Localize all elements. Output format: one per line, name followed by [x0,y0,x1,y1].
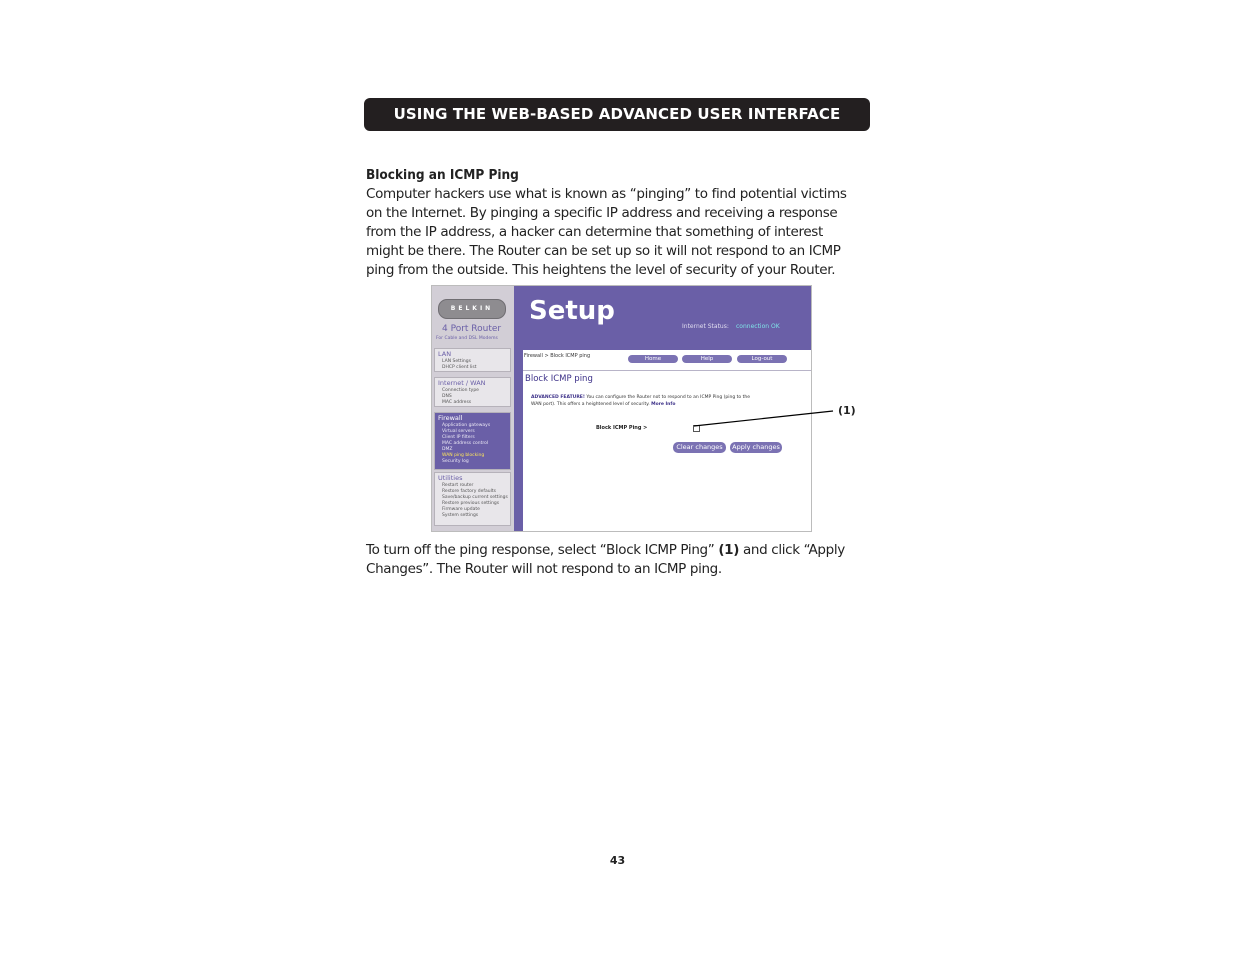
menu-item[interactable]: Restore previous settings [442,501,500,506]
menu-item[interactable]: Client IP filters [442,435,475,440]
menu-item[interactable]: Application gateways [442,423,491,428]
product-name: 4 Port Router [442,324,502,334]
apply-changes-button[interactable]: Apply changes [730,442,782,453]
menu-item[interactable]: DMZ [442,447,453,452]
menu-item[interactable]: MAC address [442,400,472,405]
clear-changes-button[interactable]: Clear changes [673,442,726,453]
setup-title: Setup [529,296,615,326]
menu-head-internet-wan[interactable]: Internet / WAN [438,379,486,387]
instruction-text-start: To turn off the ping response, select “Block ICMP Ping” [366,542,719,558]
menu-item[interactable]: Virtual servers [442,429,475,434]
help-button[interactable]: Help [682,355,732,363]
menu-item[interactable]: Connection type [442,388,479,393]
menu-item[interactable]: Restore factory defaults [442,489,496,494]
menu-item[interactable]: Firmware update [442,507,480,512]
menu-head-utilities[interactable]: Utilities [438,474,463,482]
menu-item-current[interactable]: WAN ping blocking [442,453,485,458]
block-icmp-ping-label: Block ICMP Ping > [596,425,648,431]
block-icmp-title: Block ICMP ping [525,374,593,384]
menu-item[interactable]: Restart router [442,483,474,488]
breadcrumb: Firewall > Block ICMP ping [524,353,591,359]
section-title: Blocking an ICMP Ping [366,167,519,183]
instruction-paragraph [366,541,861,579]
menu-item[interactable]: DNS [442,394,452,399]
menu-item[interactable]: System settings [442,513,479,518]
belkin-logo: BELKIN [438,299,506,319]
logout-button[interactable]: Log-out [737,355,787,363]
instruction-text-end: and click “Apply Changes”. The Router will not respond to an ICMP ping. [366,542,845,577]
internet-status-label: Internet Status: [682,323,729,330]
menu-head-lan[interactable]: LAN [438,350,452,358]
more-info-link[interactable]: More Info [651,402,676,407]
advanced-feature-label: ADVANCED FEATURE! [531,395,585,400]
product-subtitle: For Cable and DSL Modems [436,336,498,341]
page-number: 43 [609,854,626,867]
menu-head-firewall[interactable]: Firewall [438,414,463,422]
section-header-bar: USING THE WEB-BASED ADVANCED USER INTERFACE [364,98,870,131]
menu-item[interactable]: LAN Settings [442,359,471,364]
intro-paragraph: Computer hackers use what is known as “pinging” to find potential victims on the Internet. By pinging a specific IP address and receiving a response from the IP address, a hacker can determine that something of interest might be there. The Router can be set up so it will not respond to an ICMP ping from the outside. This heightens the level of security of your Router. [366,186,847,278]
menu-item[interactable]: MAC address control [442,441,489,446]
internet-status-value: connection OK [736,323,780,330]
menu-item[interactable]: Save/backup current settings [442,495,508,500]
advanced-feature-description: You can configure the Router not to respond to an ICMP Ping (ping to the WAN port). This offers a heightened level of security. [531,395,750,407]
menu-item[interactable]: DHCP client list [442,365,477,370]
callout-label: (1) [838,404,856,417]
instruction-callout-ref: (1) [718,542,740,558]
menu-item[interactable]: Security log [442,459,469,464]
home-button[interactable]: Home [628,355,678,363]
